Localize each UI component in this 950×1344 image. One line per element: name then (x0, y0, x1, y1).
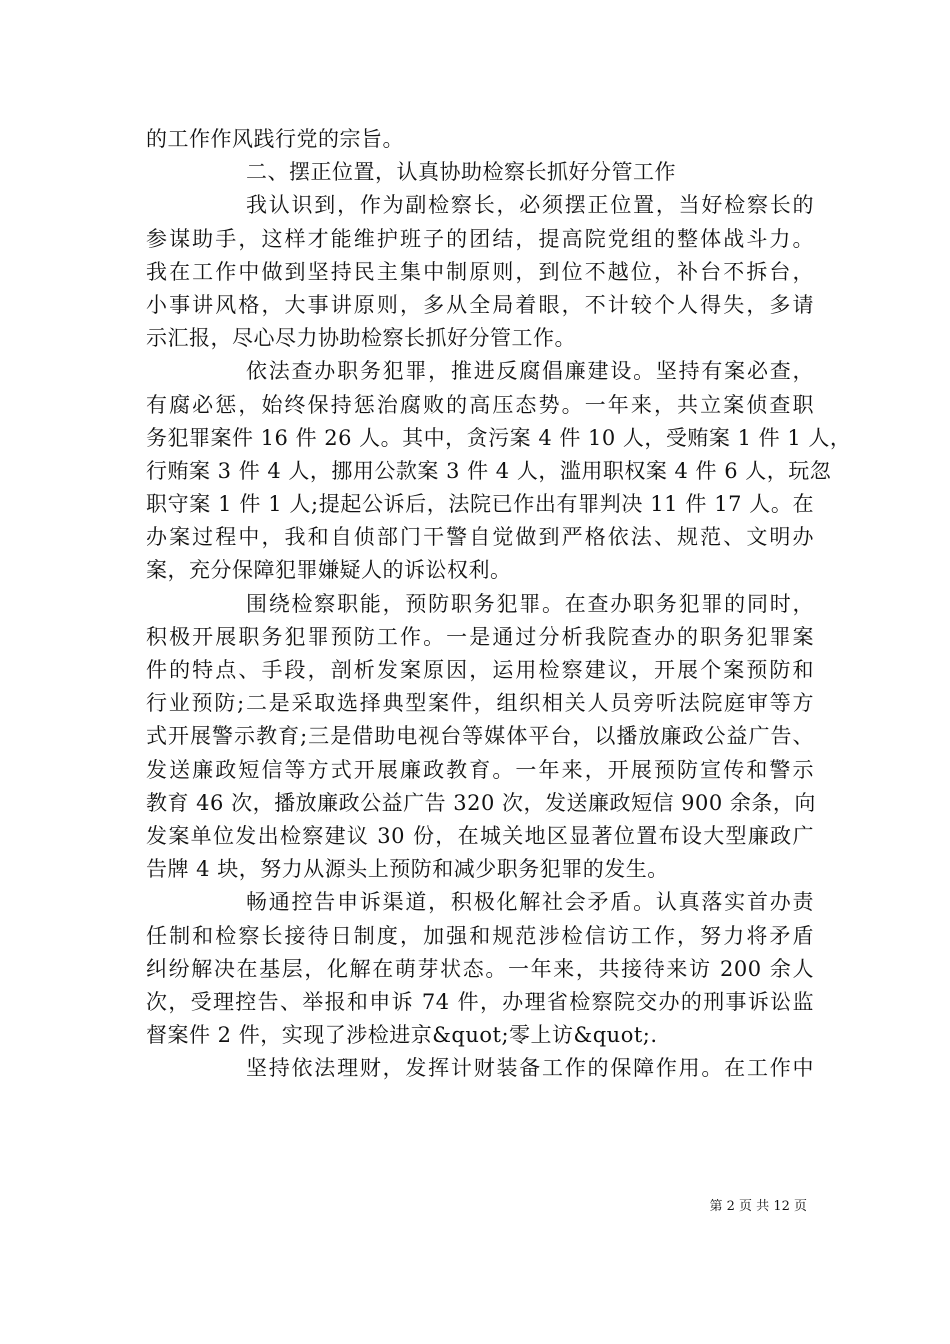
text-line: 纠纷解决在基层，化解在萌芽状态。一年来，共接待来访 200 余人 (146, 956, 814, 981)
text-line: 案，充分保障犯罪嫌疑人的诉讼权利。 (146, 558, 512, 583)
text-line: 行业预防;二是采取选择典型案件，组织相关人员旁听法院庭审等方 (146, 691, 814, 716)
document-body (146, 123, 852, 1085)
text-line: 件的特点、手段，剖析发案原因，运用检察建议，开展个案预防和 (146, 658, 814, 682)
text-line: 督案件 2 件，实现了涉检进京&quot;零上访&quot;. (146, 1023, 658, 1048)
text-line: 发案单位发出检察建议 30 份，在城关地区显著位置布设大型廉政广 (146, 823, 814, 848)
paragraph-first-line: 依法查办职务犯罪，推进反腐倡廉建设。坚持有案必查， (246, 359, 814, 384)
paragraph-first-line: 畅通控告申诉渠道，积极化解社会矛盾。认真落实首办责 (246, 890, 814, 915)
text-line: 式开展警示教育;三是借助电视台等媒体平台，以播放廉政公益广告、 (146, 724, 814, 749)
text-line: 示汇报，尽心尽力协助检察长抓好分管工作。 (146, 326, 576, 351)
text-line: 行贿案 3 件 4 人，挪用公款案 3 件 4 人，滥用职权案 4 件 6 人，玩忽 (146, 458, 832, 483)
text-line: 次，受理控告、举报和申诉 74 件，办理省检察院交办的刑事诉讼监 (146, 989, 814, 1014)
text-line: 职守案 1 件 1 人;提起公诉后，法院已作出有罪判决 11 件 17 人。在 (146, 492, 814, 517)
text-line: 发送廉政短信等方式开展廉政教育。一年来，开展预防宣传和警示 (146, 757, 814, 782)
paragraph-first-line: 坚持依法理财，发挥计财装备工作的保障作用。在工作中 (246, 1056, 814, 1081)
text-line: 办案过程中，我和自侦部门干警自觉做到严格依法、规范、文明办 (146, 525, 814, 550)
text-line: 的工作作风践行党的宗旨。 (146, 127, 404, 151)
paragraph-first-line: 我认识到，作为副检察长，必须摆正位置，当好检察长的 (246, 193, 814, 218)
text-line: 我在工作中做到坚持民主集中制原则，到位不越位，补台不拆台， (146, 259, 814, 284)
text-line: 任制和检察长接待日制度，加强和规范涉检信访工作，努力将矛盾 (146, 923, 814, 948)
text-line: 务犯罪案件 16 件 26 人。其中，贪污案 4 件 10 人，受贿案 1 件 1 人， (146, 425, 852, 450)
text-line: 告牌 4 块，努力从源头上预防和减少职务犯罪的发生。 (146, 857, 669, 882)
page-number: 第 2 页 共 12 页 (709, 1199, 807, 1214)
text-line: 积极开展职务犯罪预防工作。一是通过分析我院查办的职务犯罪案 (146, 624, 814, 649)
paragraph-first-line: 二、摆正位置，认真协助检察长抓好分管工作 (246, 160, 676, 185)
paragraph-first-line: 围绕检察职能，预防职务犯罪。在查办职务犯罪的同时， (246, 591, 814, 616)
text-line: 教育 46 次，播放廉政公益广告 320 次，发送廉政短信 900 余条，向 (146, 790, 816, 815)
text-line: 参谋助手，这样才能维护班子的团结，提高院党组的整体战斗力。 (146, 226, 814, 251)
text-line: 有腐必惩，始终保持惩治腐败的高压态势。一年来，共立案侦查职 (146, 392, 814, 417)
text-line: 小事讲风格，大事讲原则，多从全局着眼，不计较个人得失，多请 (146, 292, 814, 317)
